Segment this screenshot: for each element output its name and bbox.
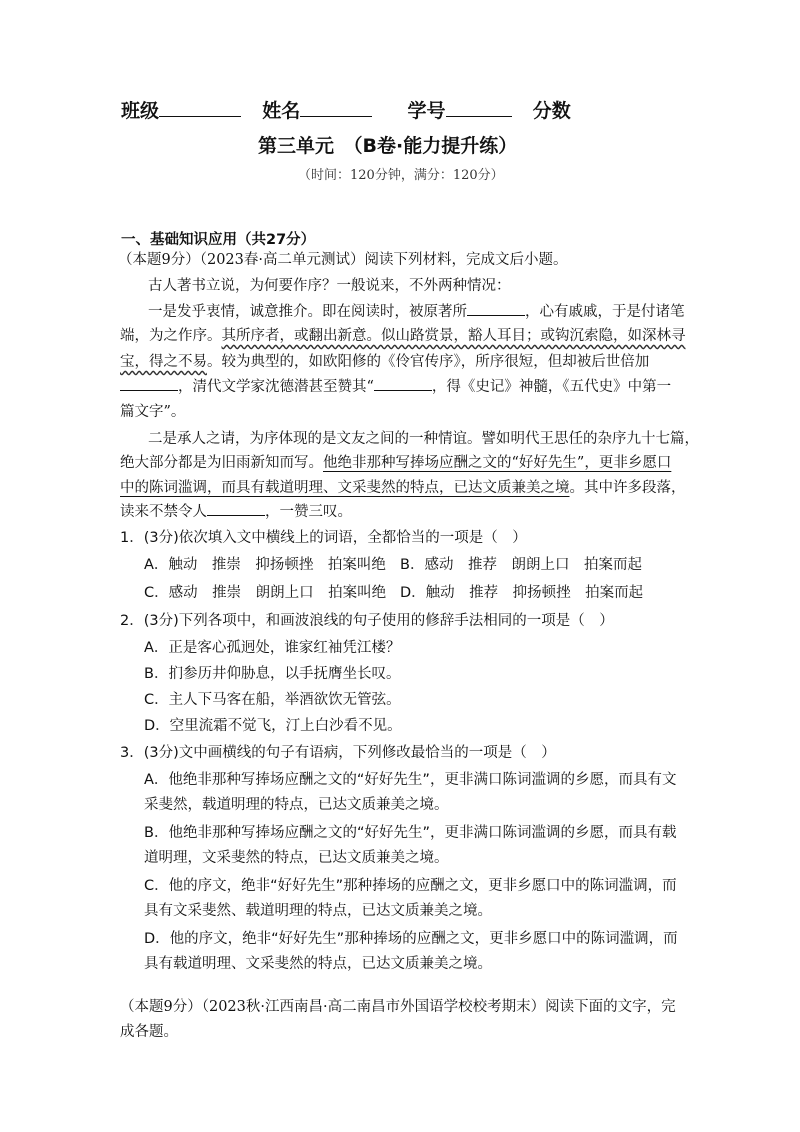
- section-intro: （本题9分）（2023春·高二单元测试）阅读下列材料，完成文后小题。: [118, 252, 568, 268]
- passage-line: 篇文字”。: [120, 404, 186, 420]
- passage-line: [120, 375, 671, 396]
- passage-line: [120, 350, 649, 371]
- passage-text: 。较为典型的，如欧阳修的《伶官传序》，所序很短，但却被后世倍加: [207, 354, 650, 370]
- passage-text: ，心有戚戚，于是付诸笔: [525, 304, 685, 320]
- question-3-option-a-cont: 采斐然，载道明理的特点，已达文质兼美之境。: [144, 797, 449, 813]
- fill-blank-1[interactable]: [467, 301, 525, 316]
- passage-line: [120, 451, 671, 472]
- passage-line: [120, 476, 686, 497]
- passage-text: 绝大部分都是为旧雨新知而写。: [120, 455, 323, 471]
- question-1-option-b[interactable]: B．感动 推荐 朗朗上口 拍案而起: [400, 557, 642, 573]
- passage-text: 端，为之作序。: [120, 328, 222, 344]
- name-label: 姓名: [262, 100, 301, 122]
- fill-blank-4[interactable]: [207, 501, 265, 516]
- passage-paragraph-2: 二是承人之请，为序体现的是文友之间的一种情谊。譬如明代王思任的杂序九十七篇，: [148, 431, 699, 447]
- question-3-option-a[interactable]: A．他绝非那种写捧场应酬之文的“好好先生”，更非满口陈词滥调的乡愿，而具有文: [144, 772, 677, 788]
- question-3-option-b-cont: 道明理，文采斐然的特点，已达文质兼美之境。: [144, 850, 449, 866]
- passage-paragraph-1: 古人著书立说，为何要作序？一般说来，不外两种情况：: [148, 278, 511, 294]
- class-label: 班级: [121, 100, 160, 122]
- question-3-option-c[interactable]: C．他的序文，绝非“好好先生”那种捧场的应酬之文，更非乡愿口中的陈词滥调，而: [144, 878, 677, 894]
- section-2-intro-cont: 成各题。: [120, 1024, 178, 1040]
- passage-line: [120, 324, 686, 345]
- question-2-option-c[interactable]: C．主人下马客在船，举酒欲饮无管弦。: [144, 692, 401, 708]
- question-1-stem: 1．(3分)依次填入文中横线上的词语，全都恰当的一项是（ ）: [120, 530, 527, 546]
- passage-line: [148, 300, 685, 321]
- question-3-stem: 3．(3分)文中画横线的句子有语病，下列修改最恰当的一项是（ ）: [120, 745, 556, 761]
- question-3-option-d-cont: 具有载道明理、文采斐然的特点，已达文质兼美之境。: [144, 956, 492, 972]
- underlined-sentence: 他绝非那种写捧场应酬之文的“好好先生”，更非乡愿口: [323, 455, 672, 471]
- question-3-option-c-cont: 具有文采斐然、载道明理的特点，已达文质兼美之境。: [144, 903, 492, 919]
- question-2-option-b[interactable]: B．扪参历井仰胁息，以手抚膺坐长叹。: [144, 666, 401, 682]
- passage-text: 一是发乎衷情，诚意推介。即在阅读时，被原著所: [148, 304, 467, 320]
- underlined-sentence: 中的陈词滥调，而具有载道明理、文采斐然的特点，已达文质兼美之境: [120, 480, 570, 496]
- fill-blank-3[interactable]: [374, 376, 432, 391]
- name-blank[interactable]: [300, 102, 372, 117]
- passage-line: [120, 500, 352, 521]
- fill-blank-2[interactable]: [120, 376, 178, 391]
- question-1-option-a[interactable]: A．触动 推崇 抑扬顿挫 拍案叫绝: [144, 557, 386, 573]
- question-2-stem: 2．(3分)下列各项中，和画波浪线的句子使用的修辞手法相同的一项是（ ）: [120, 613, 614, 629]
- wavy-underline-sentence: 宝，得之不易: [120, 354, 207, 370]
- question-1-option-c[interactable]: C．感动 推崇 朗朗上口 拍案叫绝: [144, 585, 387, 601]
- student-info-line: [121, 96, 571, 123]
- passage-text: ，一赞三叹。: [265, 504, 352, 520]
- passage-text: 。其中许多段落，: [569, 480, 686, 496]
- passage-text: ，清代文学家沈德潜甚至赞其“: [178, 379, 374, 395]
- id-label: 学号: [407, 100, 446, 122]
- question-3-option-d[interactable]: D．他的序文，绝非“好好先生”那种捧场的应酬之文，更非乡愿口中的陈词滥调，而: [144, 931, 678, 947]
- passage-text: 读来不禁令人: [120, 504, 207, 520]
- question-2-option-a[interactable]: A．正是客心孤迥处，谁家红袖凭江楼？: [144, 640, 401, 656]
- question-1-option-d[interactable]: D．触动 推荐 抑扬顿挫 拍案而起: [400, 585, 644, 601]
- question-2-option-d[interactable]: D．空里流霜不觉飞，汀上白沙看不见。: [144, 718, 402, 734]
- score-label: 分数: [532, 100, 571, 122]
- class-blank[interactable]: [159, 102, 241, 117]
- page-title: 第三单元 （B卷·能力提升练）: [258, 135, 518, 157]
- question-3-option-b[interactable]: B．他绝非那种写捧场应酬之文的“好好先生”，更非满口陈词滥调的乡愿，而具有载: [144, 825, 677, 841]
- section-heading: 一、基础知识应用（共27分）: [121, 232, 316, 248]
- section-2-intro: （本题9分）（2023秋·江西南昌·高二南昌市外国语学校校考期末）阅读下面的文字，完: [120, 999, 676, 1015]
- wavy-underline-sentence: 其所序者，或翻出新意。似山路赏景，豁人耳目；或钩沉索隐，如深林寻: [221, 328, 686, 344]
- id-blank[interactable]: [446, 102, 512, 117]
- passage-text: ，得《史记》神髓，《五代史》中第一: [431, 379, 672, 395]
- page-subtitle: （时间：120分钟，满分：120分）: [298, 168, 504, 183]
